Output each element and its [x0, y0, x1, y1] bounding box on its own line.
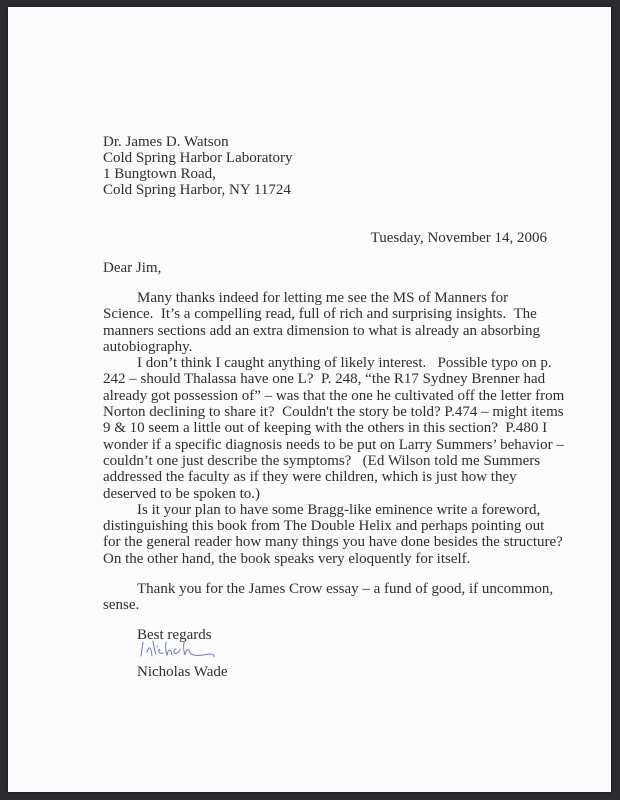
body-line: sense. — [103, 597, 140, 614]
body-line: Is it your plan to have some Bragg-like eminence write a foreword, — [137, 501, 541, 518]
body-line: Science. It’s a compelling read, full of rich and surprising insights. The — [103, 306, 537, 323]
address-line: Cold Spring Harbor, NY 11724 — [103, 182, 291, 198]
address-line: Dr. James D. Watson — [103, 134, 229, 150]
body-line: Many thanks indeed for letting me see the MS of Manners for — [137, 290, 509, 306]
body-line: Thank you for the James Crow essay – a fund of good, if uncommon, — [137, 580, 554, 597]
letter-body — [103, 290, 564, 681]
body-line: for the general reader how many things you have done besides the structure? — [103, 534, 563, 551]
body-line: Norton declining to share it? Couldn't the story be told? P.474 – might items — [103, 404, 564, 421]
letter-page — [8, 7, 611, 792]
body-line: wonder if a specific diagnosis needs to be put on Larry Summers’ behavior – — [103, 436, 564, 453]
handwritten-signature — [139, 638, 219, 660]
letter-date: Tuesday, November 14, 2006 — [370, 230, 547, 246]
body-line: distinguishing this book from The Double Helix and perhaps pointing out — [103, 518, 545, 535]
body-line: On the other hand, the book speaks very eloquently for itself. — [103, 550, 471, 567]
closing: Best regards — [137, 627, 212, 644]
body-line: deserved to be spoken to.) — [103, 485, 261, 502]
body-line: addressed the faculty as if they were children, which is just how they — [103, 469, 517, 486]
body-line: manners sections add an extra dimension to what is already an absorbing — [103, 322, 540, 339]
recipient-address — [103, 134, 293, 198]
body-line: 9 & 10 seem a little out of keeping with the others in this section? P.480 I — [103, 420, 548, 437]
body-line: couldn’t one just describe the symptoms? (Ed Wilson told me Summers — [103, 452, 541, 469]
salutation: Dear Jim, — [103, 260, 162, 276]
paragraph-3 — [103, 502, 564, 567]
body-line: I don’t think I caught anything of likely interest. Possible typo on p. — [137, 355, 552, 372]
paragraph-2 — [103, 355, 564, 502]
body-line: 242 – should Thalassa have one L? P. 248, “the R17 Sydney Brenner had — [103, 371, 546, 388]
paragraph-1 — [103, 290, 564, 355]
paragraph-4 — [103, 581, 564, 614]
signer-name: Nicholas Wade — [137, 664, 228, 681]
body-line: already got possession of” – was that the one he cultivated off the letter from — [103, 387, 565, 404]
address-line: 1 Bungtown Road, — [103, 166, 216, 182]
address-line: Cold Spring Harbor Laboratory — [103, 150, 293, 166]
body-line: autobiography. — [103, 338, 193, 355]
